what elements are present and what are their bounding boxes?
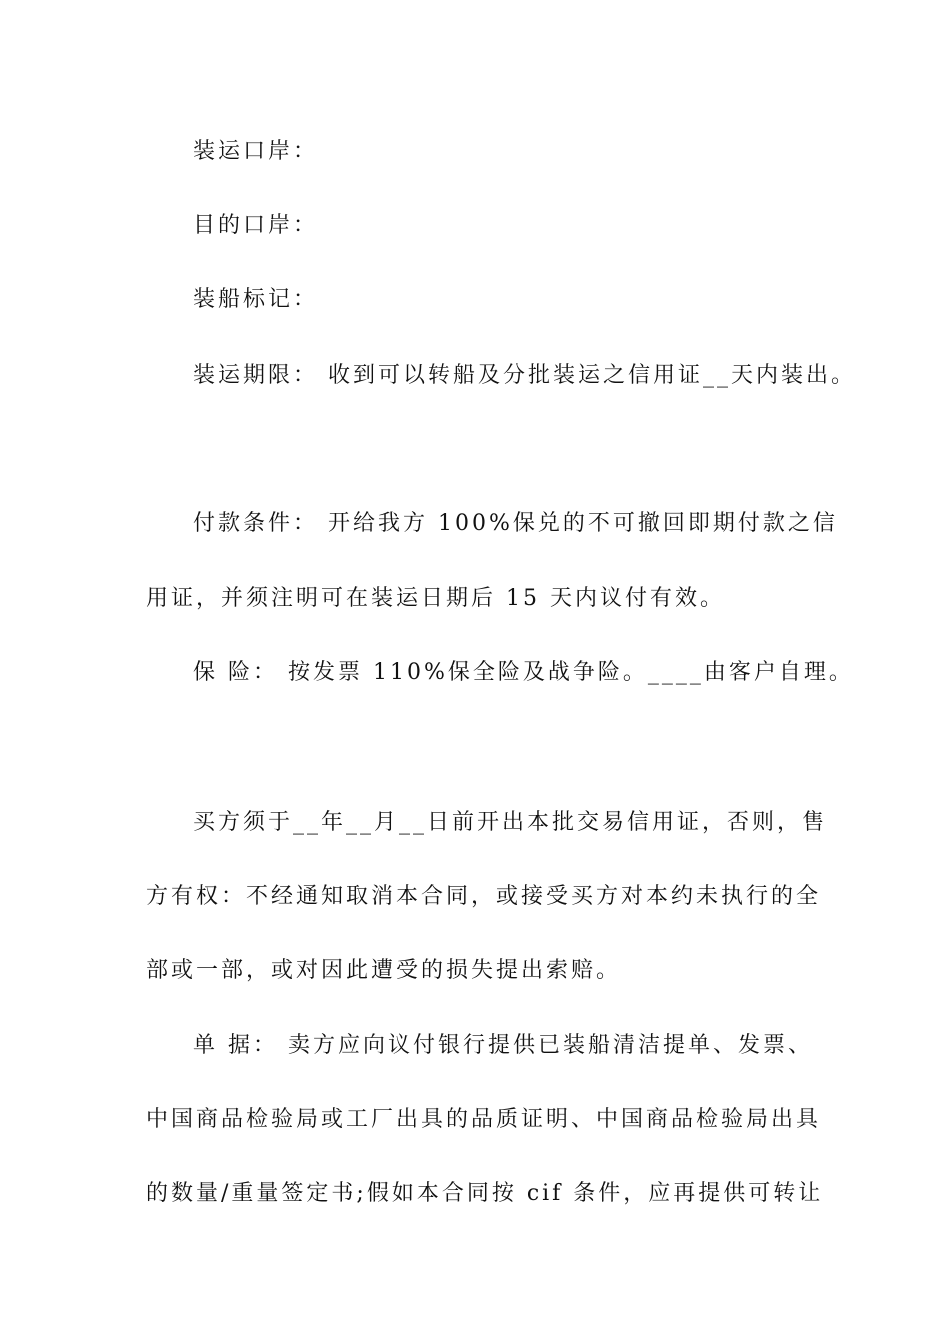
insurance-line: 保 险： 按发票 110%保全险及战争险。____由客户自理。 — [193, 660, 854, 685]
credit-deadline-line-1: 买方须于__年__月__日前开出本批交易信用证，否则，售 — [193, 810, 828, 835]
payment-terms-line-1: 付款条件： 开给我方 100%保兑的不可撤回即期付款之信 — [193, 511, 838, 536]
credit-deadline-line-3: 部或一部，或对因此遭受的损失提出索赔。 — [146, 958, 622, 983]
shipping-mark-label: 装船标记： — [193, 287, 319, 312]
destination-port-label: 目的口岸： — [193, 213, 319, 238]
loading-port-label: 装运口岸： — [193, 139, 319, 164]
documents-line-2: 中国商品检验局或工厂出具的品质证明、中国商品检验局出具 — [146, 1107, 822, 1132]
shipment-period-line: 装运期限： 收到可以转船及分批装运之信用证__天内装出。 — [193, 363, 856, 388]
payment-terms-line-2: 用证，并须注明可在装运日期后 15 天内议付有效。 — [146, 586, 725, 611]
documents-line-1: 单 据： 卖方应向议付银行提供已装船清洁提单、发票、 — [193, 1033, 813, 1058]
documents-line-3: 的数量/重量签定书;假如本合同按 cif 条件，应再提供可转让 — [146, 1181, 824, 1206]
credit-deadline-line-2: 方有权：不经通知取消本合同，或接受买方对本约未执行的全 — [146, 884, 822, 909]
